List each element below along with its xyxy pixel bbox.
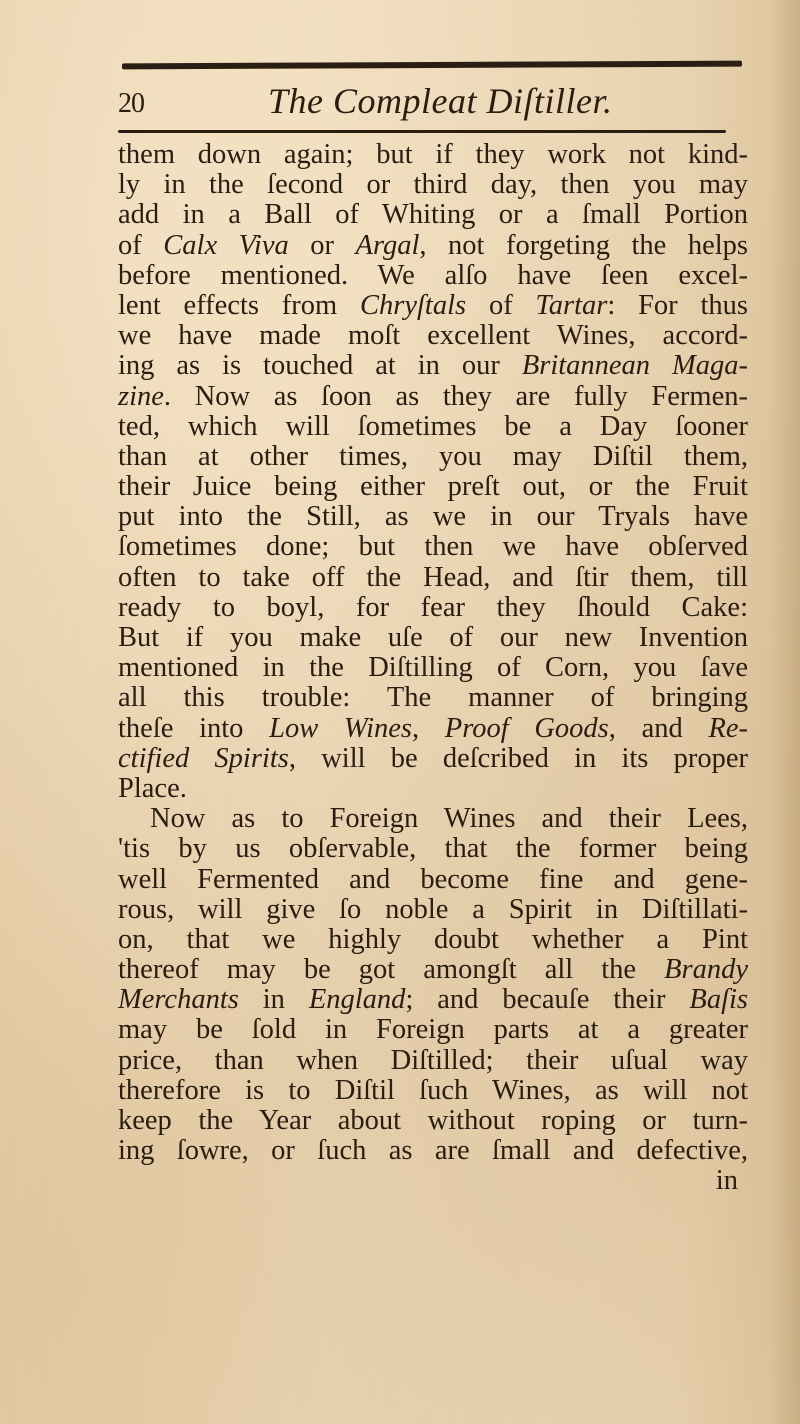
italic-text: Argal — [355, 229, 420, 261]
text-line — [118, 200, 748, 230]
text-line — [118, 1015, 748, 1045]
text-segment: often to take off the Head, and ſtir them, till — [118, 561, 748, 593]
text-segment: in — [238, 984, 309, 1016]
text-line — [118, 412, 748, 442]
text-segment: ted, which will ſometimes be a Day ſooner — [118, 410, 748, 442]
text-segment: all this trouble: The manner of bringing — [118, 682, 748, 714]
text-segment: therefore is to Diſtil ſuch Wines, as will not — [118, 1074, 748, 1106]
text-line — [118, 925, 748, 955]
text-segment: theſe into — [118, 712, 270, 744]
text-line — [118, 955, 748, 985]
text-segment: . Now as ſoon as they are fully Fermen- — [163, 380, 748, 412]
text-line — [118, 261, 748, 291]
italic-text: ctified Spirits — [118, 742, 289, 774]
italic-text: Baſis — [689, 984, 749, 1016]
text-segment: them down again; but if they work not kind- — [118, 139, 748, 170]
text-segment: : For thus — [607, 289, 748, 321]
text-line — [118, 744, 748, 774]
text-line — [118, 623, 748, 653]
text-segment: price, than when Diſtilled; their uſual way — [118, 1044, 748, 1076]
text-segment: ready to boyl, for fear they ſhould Cake: — [118, 591, 748, 623]
text-segment: may be ſold in Foreign parts at a greater — [118, 1014, 748, 1046]
text-segment: on, that we highly doubt whether a Pint — [118, 923, 748, 955]
text-line — [118, 834, 748, 864]
running-title: The Compleat Diſtiller. — [268, 81, 613, 121]
italic-text: Calx Viva — [163, 229, 289, 261]
text-segment: , and — [608, 712, 709, 744]
text-segment: of — [118, 229, 164, 261]
page-header — [118, 62, 740, 133]
text-line — [118, 593, 748, 623]
text-line — [118, 442, 748, 472]
italic-text: Tartar — [535, 289, 608, 321]
text-line — [118, 532, 748, 562]
text-line — [118, 382, 748, 412]
text-segment: , not forgeting the helps — [419, 229, 748, 261]
text-line — [118, 865, 748, 895]
text-segment: ly in the ſecond or third day, then you may — [118, 169, 748, 201]
text-line — [118, 231, 748, 261]
text-line — [118, 321, 748, 351]
text-segment: than at other times, you may Diſtil them, — [118, 440, 748, 472]
text-line — [118, 1106, 748, 1136]
text-segment: rous, will give ſo noble a Spirit in Diſtillati- — [118, 893, 748, 925]
italic-text: Merchants — [118, 984, 239, 1016]
text-segment: Now as to Foreign Wines and their Lees, — [150, 803, 748, 835]
italic-text: Brandy — [664, 954, 748, 986]
text-segment: lent effects from — [118, 289, 361, 321]
text-segment: of — [466, 289, 536, 321]
text-line — [118, 774, 748, 804]
text-segment: 'tis by us obſervable, that the former being — [118, 833, 748, 865]
text-segment: put into the Still, as we in our Tryals have — [118, 501, 748, 533]
text-segment: , — [411, 712, 445, 744]
text-segment: But if you make uſe of our new Invention — [118, 622, 748, 653]
text-segment: their Juice being either preſt out, or the Fruit — [118, 471, 748, 503]
text-segment: Place. — [118, 772, 187, 804]
text-line — [118, 1136, 748, 1166]
text-segment: before mentioned. We alſo have ſeen excel- — [118, 259, 748, 291]
text-segment: keep the Year about without roping or turn- — [118, 1105, 748, 1136]
text-line — [118, 683, 748, 713]
page-number: 20 — [118, 88, 144, 119]
text-segment: ; and becauſe their — [405, 984, 690, 1016]
italic-text: Proof Goods — [444, 712, 609, 744]
text-line — [118, 714, 748, 744]
text-segment: or — [288, 229, 356, 261]
text-segment: ſometimes done; but then we have obſerved — [118, 531, 748, 563]
text-line — [118, 1046, 748, 1076]
text-line — [118, 472, 748, 502]
header-rule-bottom — [118, 130, 726, 133]
text-line — [118, 1076, 748, 1106]
text-line — [118, 563, 748, 593]
italic-text: Low Wines — [269, 712, 412, 744]
text-segment: ing ſowre, or ſuch as are ſmall and defective, — [118, 1135, 748, 1167]
text-line — [118, 804, 748, 834]
text-segment: ing as is touched at in our — [118, 350, 522, 382]
text-segment: add in a Ball of Whiting or a ſmall Portion — [118, 199, 748, 231]
italic-text: Re- — [708, 712, 748, 744]
italic-text: England — [308, 984, 406, 1016]
text-line — [118, 502, 748, 532]
text-line — [118, 895, 748, 925]
text-segment: thereof may be got amongſt all the — [118, 954, 665, 986]
text-line — [118, 985, 748, 1015]
body-text — [118, 140, 748, 1197]
text-segment: , will be deſcribed in its proper — [288, 742, 748, 774]
catchword: in — [715, 1165, 738, 1197]
text-line — [118, 351, 748, 381]
italic-text: Chryſtals — [360, 289, 467, 321]
text-segment: we have made moſt excellent Wines, accord- — [118, 320, 748, 352]
text-segment: well Fermented and become fine and gene- — [118, 863, 748, 895]
running-head — [118, 68, 740, 130]
text-segment: mentioned in the Diſtilling of Corn, you ſave — [118, 652, 748, 684]
text-line — [118, 170, 748, 200]
text-line — [118, 140, 748, 170]
italic-text: zine — [118, 380, 164, 412]
text-line — [118, 291, 748, 321]
italic-text: Britannean Maga- — [521, 350, 748, 382]
page-edge-shadow — [770, 0, 800, 1424]
text-line — [118, 653, 748, 683]
